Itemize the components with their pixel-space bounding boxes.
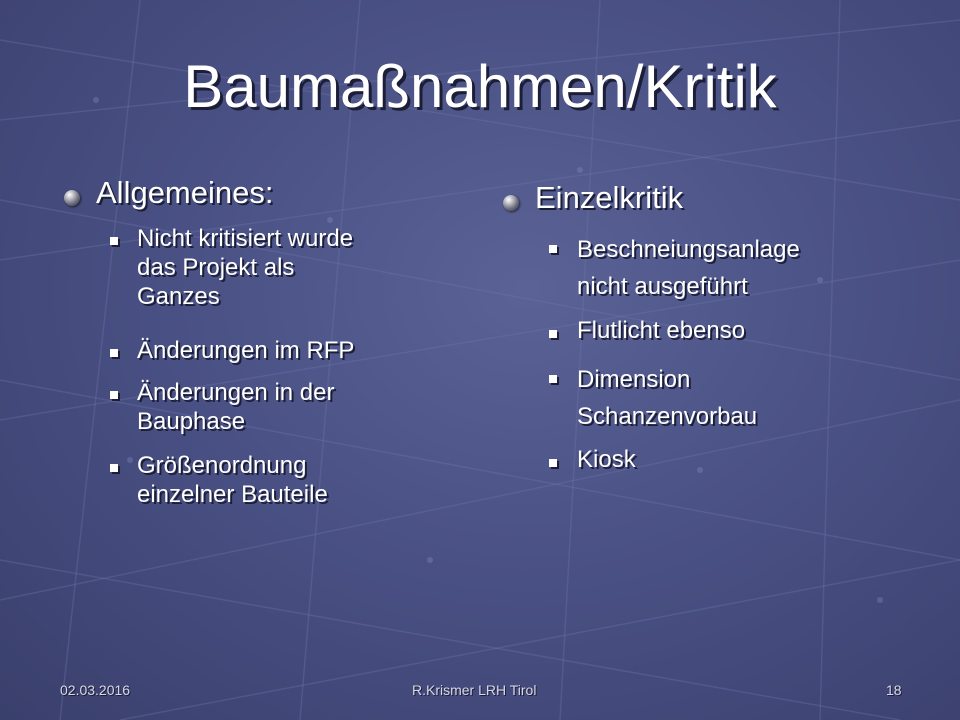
square-bullet-icon (110, 464, 118, 472)
right-item: Flutlicht ebenso (577, 317, 746, 344)
bullet-sphere-icon (503, 195, 519, 211)
square-bullet-icon (110, 237, 118, 245)
square-bullet-icon (549, 245, 557, 253)
slide-title: Baumaßnahmen/Kritik (183, 53, 777, 120)
left-item: Änderungen in der Bauphase (137, 379, 335, 435)
square-bullet-icon (549, 459, 557, 467)
square-bullet-icon (110, 391, 118, 399)
right-item: Kiosk (577, 446, 636, 473)
left-heading: Allgemeines: (96, 175, 274, 210)
left-item: Nicht kritisiert wurde das Projekt als Ganzes (137, 225, 354, 310)
bullet-sphere-icon (64, 190, 80, 206)
left-item: Änderungen im RFP (137, 337, 355, 364)
right-item: Dimension Schanzenvorbau (577, 366, 758, 430)
right-item: Beschneiungsanlage nicht ausgeführt (577, 236, 800, 300)
footer-page-number: 18 (886, 682, 902, 698)
square-bullet-icon (549, 375, 557, 383)
square-bullet-icon (110, 349, 118, 357)
right-heading: Einzelkritik (535, 180, 684, 215)
footer-date: 02.03.2016 (60, 682, 131, 698)
footer-author: R.Krismer LRH Tirol (412, 682, 537, 698)
left-item: Größenordnung einzelner Bauteile (137, 452, 328, 508)
square-bullet-icon (549, 330, 557, 338)
